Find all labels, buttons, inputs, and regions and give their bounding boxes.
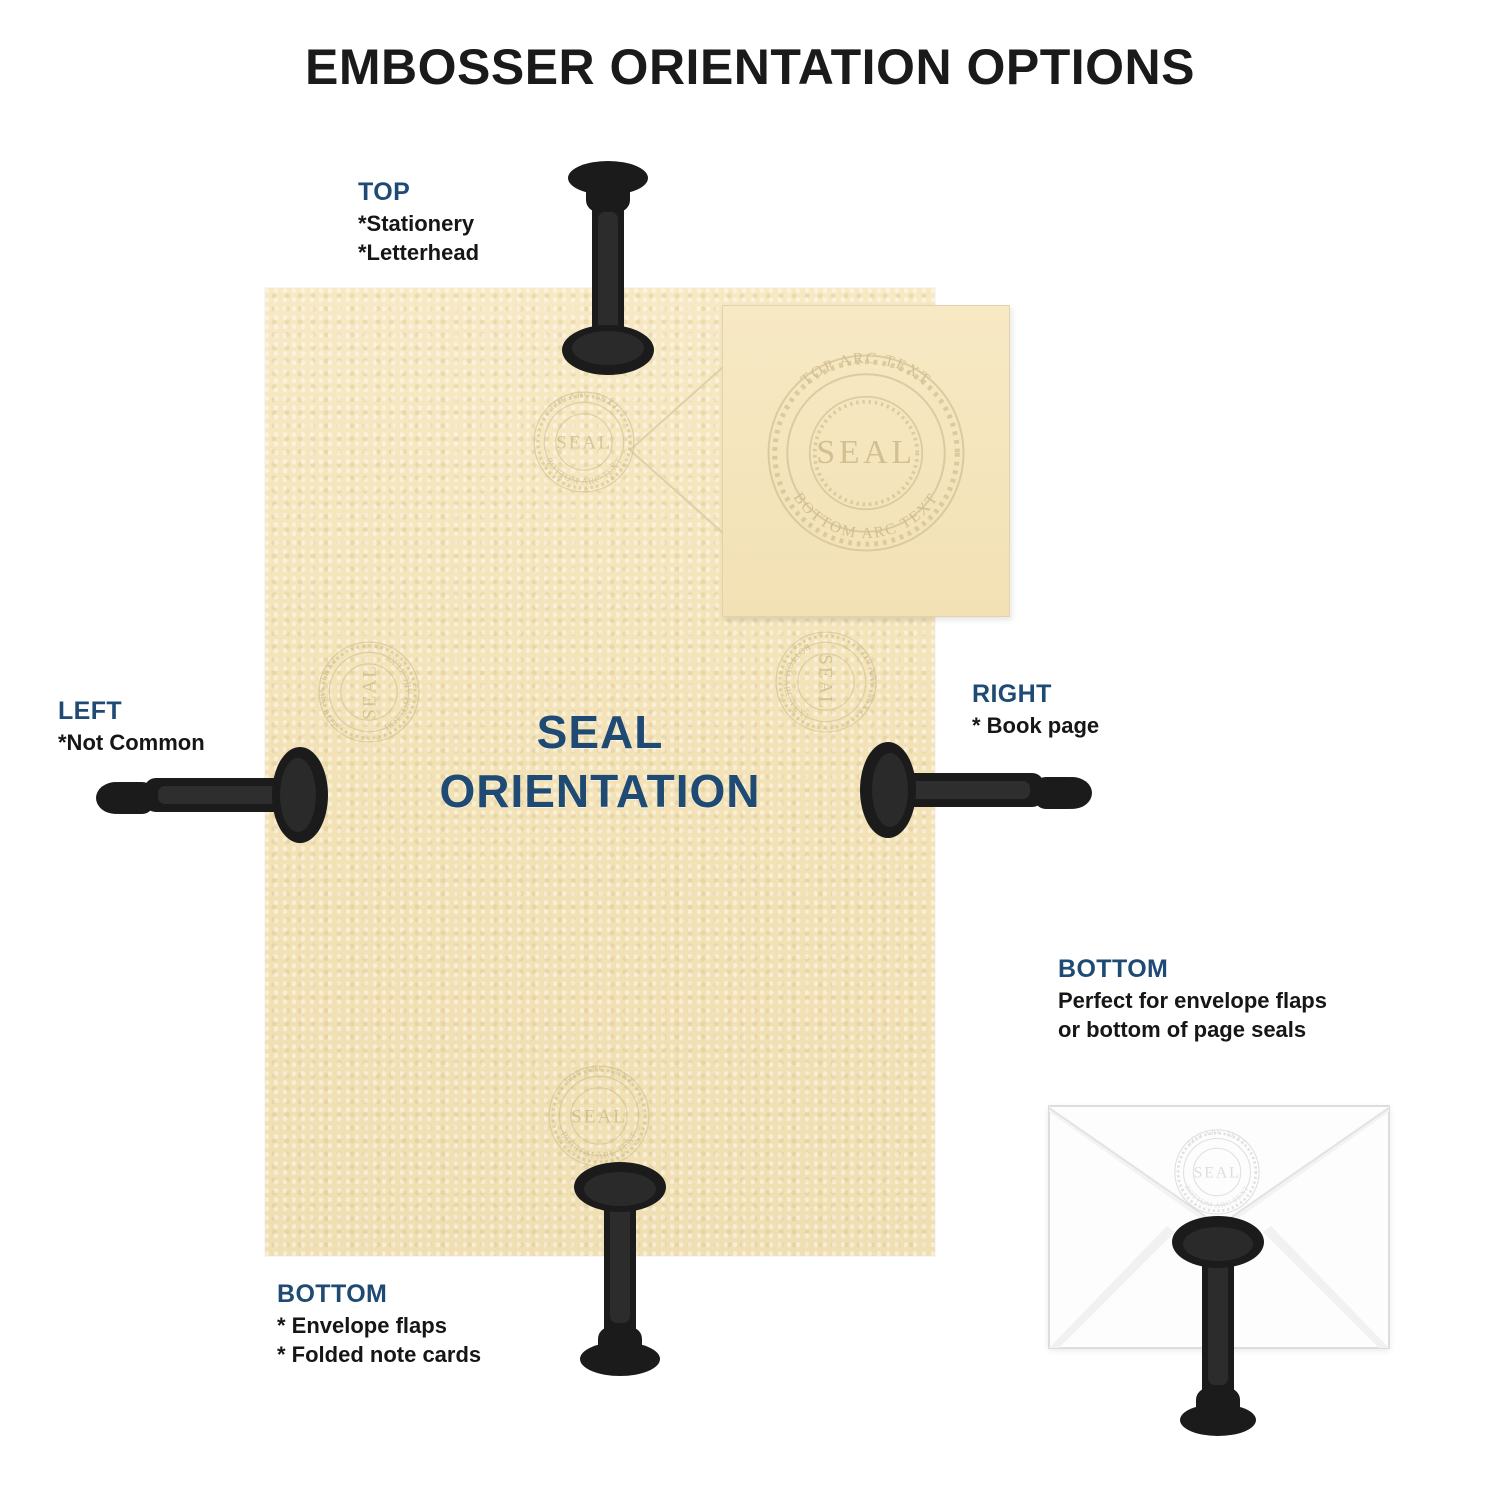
label-bottom-line-2: * Folded note cards [277,1341,482,1367]
label-top-line-2: *Letterhead [358,239,480,265]
seal-bottom-arc-text-zoom: BOTTOM ARC TEXT [789,489,943,543]
seal-center-text-zoom: SEAL [816,434,916,471]
embosser-tool-icon-envelope [1158,1196,1278,1446]
embosser-tool-icon-bottom [560,1145,680,1385]
embossed-seal-icon-right [762,618,890,746]
seal-top-arc-text: TOP ARC TEXT [316,654,340,730]
seal-center-text: SEAL [556,432,612,454]
seal-bottom-arc-text: BOTTOM ARC TEXT [558,1129,640,1161]
svg-text:BOTTOM ARC TEXT [544,456,625,487]
seal-bottom-arc-text: BOTTOM ARC TEXT [543,455,625,487]
seal-center-text: SEAL [1193,1163,1241,1182]
embossed-seal-icon-top [520,378,648,506]
label-left-heading: LEFT [58,697,123,725]
sheet-caption-line-1: SEAL [536,706,664,758]
label-bottom-line-1: * Envelope flaps [277,1313,447,1338]
seal-bottom-arc-text: BOTTOM ARC TEXT [781,641,813,723]
embosser-tool-icon-right [840,735,1102,845]
label-left-line-1: *Not Common [58,730,205,755]
label-bottom-envelope-line-2: or bottom of page seals [1058,1016,1307,1042]
page-title: EMBOSSER ORIENTATION OPTIONS [305,39,1195,95]
svg-text:BOTTOM ARC TEXT [782,642,813,723]
label-bottom-envelope [1058,955,1327,1044]
label-bottom-envelope-heading: BOTTOM [1058,955,1169,983]
seal-zoom-callout [722,305,1010,617]
seal-top-arc-text: TOP ARC TEXT [855,644,879,720]
seal-top-arc-text: TOP ARC TEXT [1184,1127,1250,1148]
embossed-seal-icon [741,328,991,578]
seal-top-arc-text: TOP ARC TEXT [546,389,622,413]
seal-center-text: SEAL [814,654,836,710]
label-top [358,178,479,267]
seal-center-text: SEAL [571,1106,627,1128]
label-top-heading: TOP [358,178,411,206]
svg-text:BOTTOM ARC TEXT [383,652,414,733]
seal-center-text: SEAL [359,664,381,720]
seal-top-arc-text: TOP ARC TEXT [561,1063,637,1087]
label-right-heading: RIGHT [972,680,1052,708]
sheet-caption-line-2: ORIENTATION [439,764,761,817]
label-right [972,680,1099,741]
seal-bottom-arc-text: BOTTOM ARC TEXT [382,651,414,733]
seal-bottom-arc-text: BOTTOM ARC TEXT [1182,1183,1252,1210]
embossed-seal-icon-left [305,628,433,756]
seal-top-arc-text-zoom: TOP ARC TEXT [797,349,935,389]
label-left [58,697,205,758]
label-bottom-heading: BOTTOM [277,1280,388,1308]
label-bottom-envelope-line-1: Perfect for envelope flaps [1058,988,1327,1013]
label-top-line-1: *Stationery [358,211,475,236]
embosser-tool-icon-top [548,152,668,382]
label-right-line-1: * Book page [972,713,1100,738]
label-bottom [277,1280,481,1369]
